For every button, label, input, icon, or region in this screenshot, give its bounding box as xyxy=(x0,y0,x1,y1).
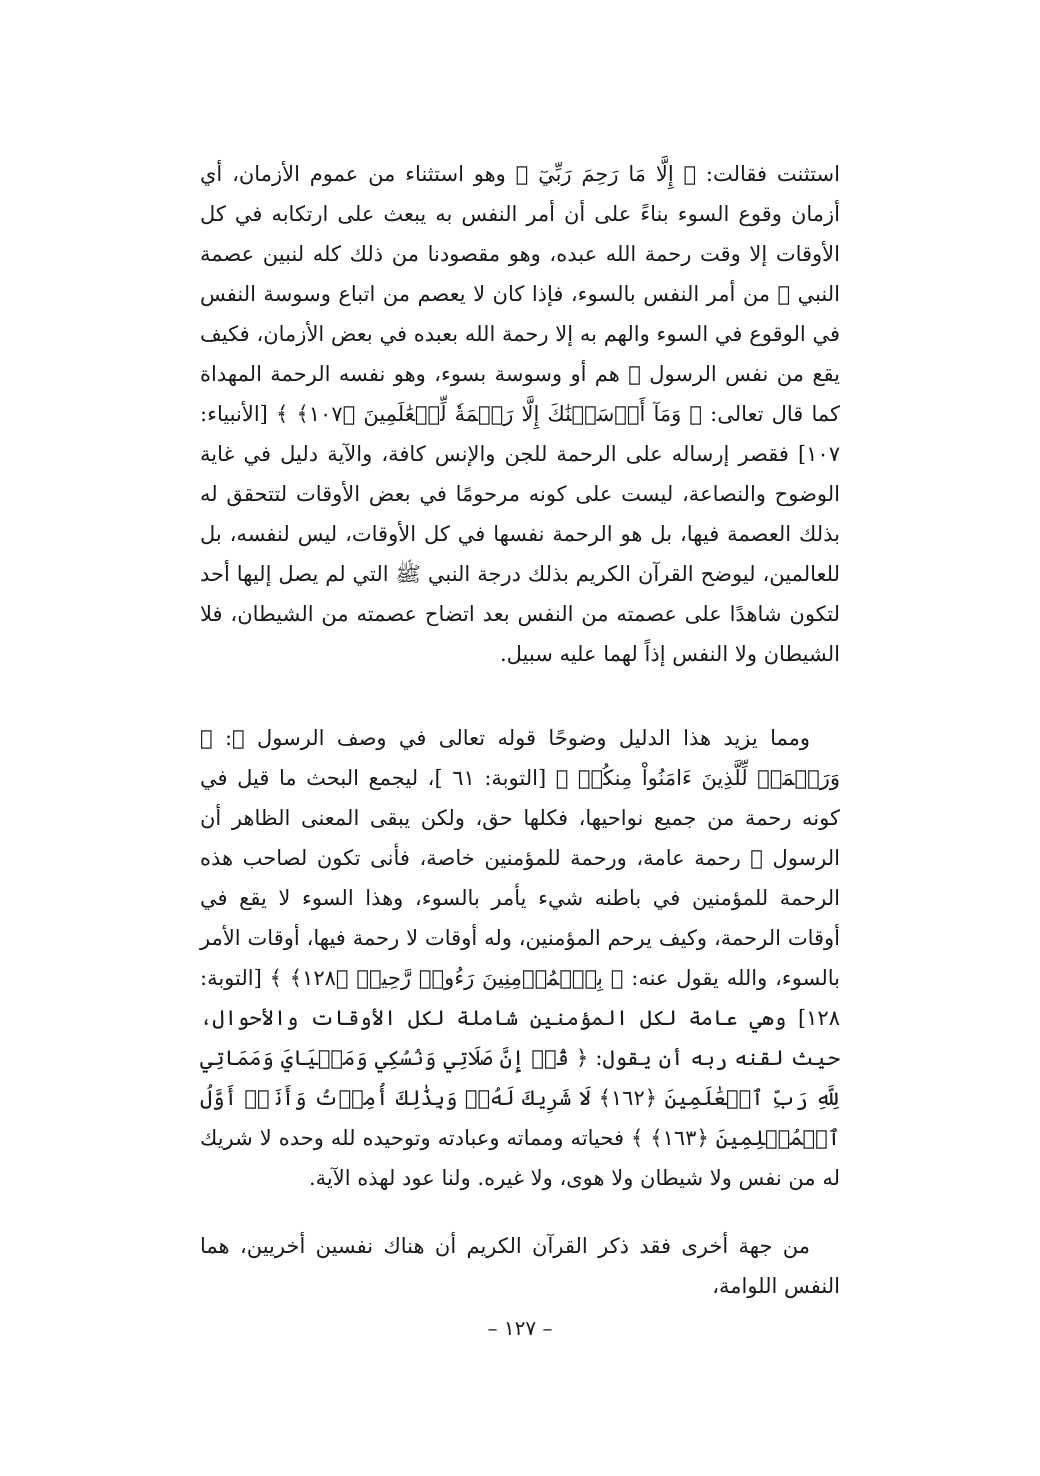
paragraph-1 xyxy=(200,154,840,674)
paragraph-2 xyxy=(200,718,840,1198)
paragraph-1-text: استثنت فقالت: ﴿ إِلَّا مَا رَحِمَ رَبِّيٓ ﴾ وهو استثناء من عموم الأزمان، أي أزمان وقوع السوء بناءً على أن أمر النفس به يبعث على ارتكابه في كل الأوقات إلا وقت رحمة الله عبده، وهو مقصودنا من ذلك كله لنبين عصمة النبي ﷺ من أمر النفس بالسوء، فإذا كان لا يعصم من اتباع وسوسة النفس في الوقوع في السوء والهم به إلا رحمة الله بعبده في بعض الأزمان، فكيف يقع من نفس الرسول ﷺ هم أو وسوسة بسوء، وهو نفسه الرحمة المهداة كما قال تعالى: ﴿ وَمَآ أَرۡسَلۡنَٰكَ إِلَّا رَحۡمَةٗ لِّلۡعَٰلَمِينَ ﴿١٠٧﴾ ﴾ [الأنبياء: ١٠٧] فقصر إرساله على الرحمة للجن والإنس كافة، والآية دليل في غاية الوضوح والنصاعة، ليست على كونه مرحومًا في بعض الأوقات لتتحقق له بذلك العصمة فيها، بل هو الرحمة نفسها في كل الأوقات، ليس لنفسه، بل للعالمين، ليوضح القرآن الكريم بذلك درجة النبي ﷺ التي لم يصل إليها أحد لتكون شاهدًا على عصمته من النفس بعد اتضاح عصمته من الشيطان، فلا الشيطان ولا النفس إذاً لهما عليه سبيل. xyxy=(200,162,840,666)
paragraph-3 xyxy=(200,1226,840,1306)
paragraph-2-body: ومما يزيد هذا الدليل وضوحًا قوله تعالى في وصف الرسول ﷺ: ﴿ وَرَحۡمَةٞ لِّلَّذِينَ ءَامَنُواْ مِنكُمۡ ﴾ [التوبة: ٦١ ]، ليجمع البحث ما قيل في كونه رحمة من جميع نواحيها، فكلها حق، ولكن يبقى المعنى الظاهر أن الرسول ﷺ رحمة عامة، ورحمة للمؤمنين خاصة، فأنى تكون لصاحب هذه الرحمة للمؤمنين في باطنه شيء يأمر بالسوء، وهذا السوء لا يقع في أوقات الرحمة، وكيف يرحم المؤمنين، وله أوقات لا رحمة فيها، أوقات الأمر بالسوء، والله يقول عنه: ﴿ بِٱلۡمُؤۡمِنِينَ رَءُوفٞ رَّحِيمٞ ﴿١٢٨﴾ ﴾ [التوبة: ١٢٨] وهي عامة لكل المؤمنين شاملة لكل الأوقات والأحوال، حيث لقنه ربه أن يقول: ﴿ قُلۡ إِنَّ صَلَاتِي وَنُسُكِي وَمَحۡيَايَ وَمَمَاتِي لِلَّهِ رَبِّ ٱلۡعَٰلَمِينَ ﴿١٦٢﴾ لَا شَرِيكَ لَهُۥۖ وَبِذَٰلِكَ أُمِرۡتُ وَأَنَا۠ أَوَّلُ ٱلۡمُسۡلِمِينَ ﴿١٦٣﴾ ﴾ فحياته ومماته وعبادته وتوحيده لله وحده لا شريك له من نفس ولا شيطان ولا هوى، ولا غيره. ولنا عود لهذه الآية. xyxy=(200,726,840,1190)
paragraph-3-body: من جهة أخرى فقد ذكر القرآن الكريم أن هناك نفسين أخريين، هما النفس اللوامة، xyxy=(200,1234,840,1298)
paragraph-2-text xyxy=(200,718,840,1198)
paragraph-3-text xyxy=(200,1226,840,1306)
page-number: – ١٢٧ – xyxy=(487,1316,553,1340)
